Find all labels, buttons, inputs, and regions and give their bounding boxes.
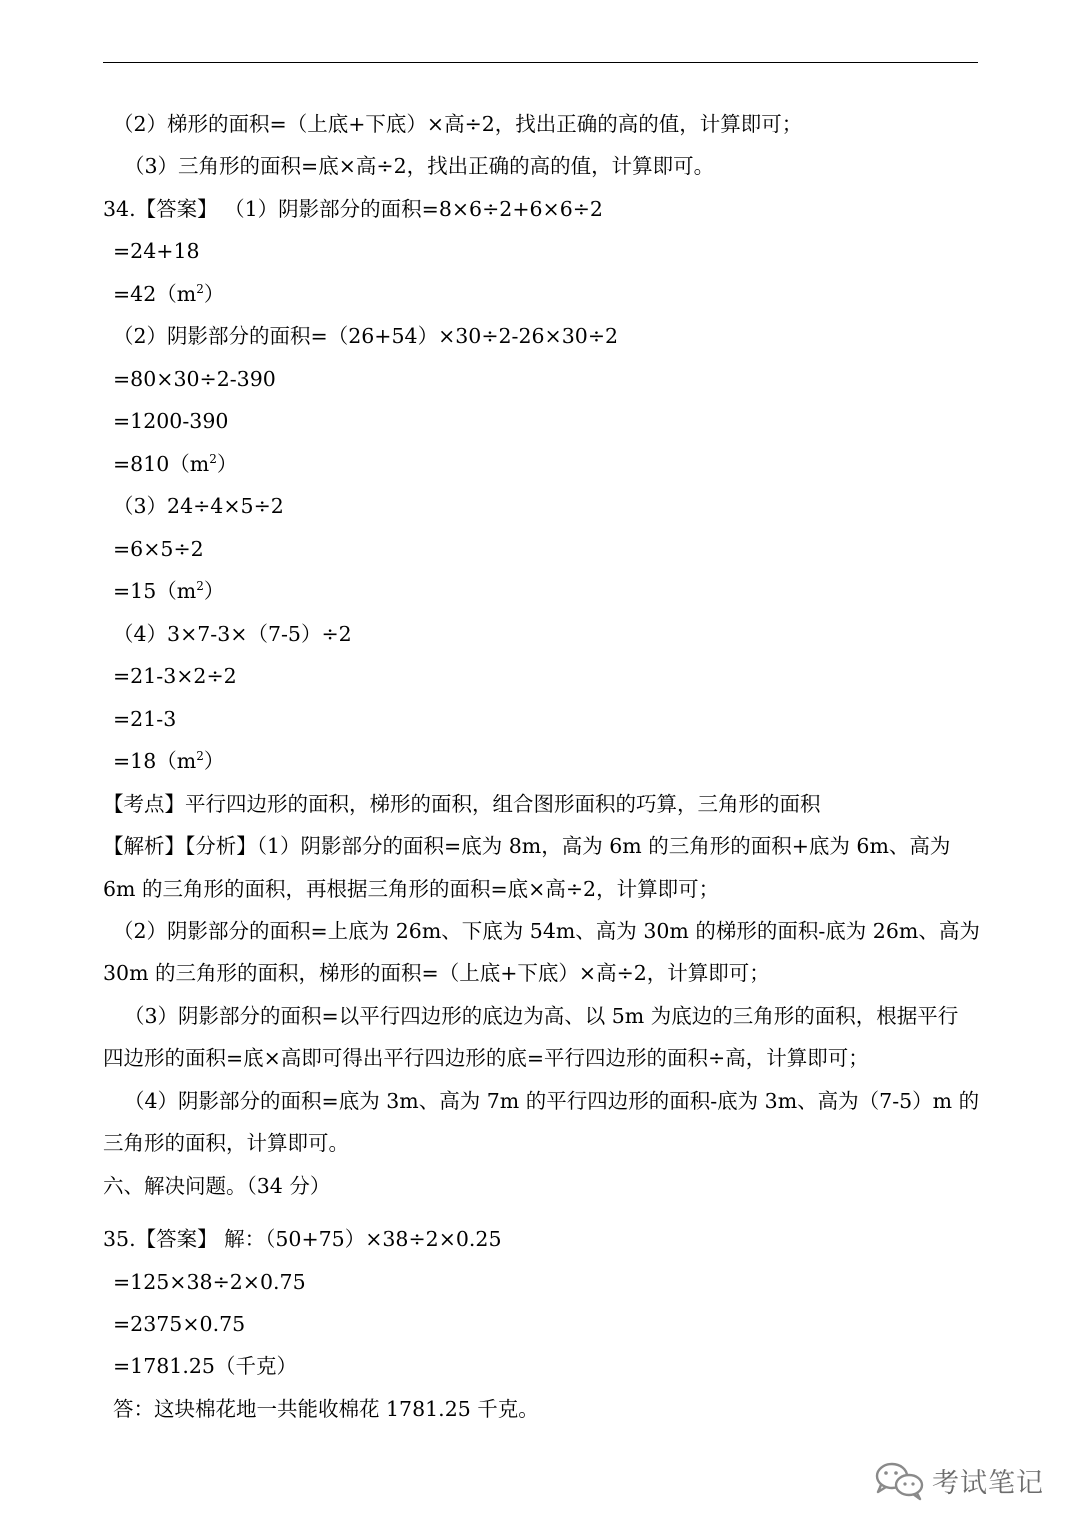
answer-35-heading: 35.【答案】 解：（50+75）×38÷2×0.25 — [103, 1227, 502, 1251]
analysis-line: （2）阴影部分的面积=上底为 26m、下底为 54m、高为 30m 的梯形的面积-底为 26m、高为 — [113, 919, 980, 943]
watermark-text: 考试笔记 — [932, 1467, 1044, 1499]
text-line: （3）24÷4×5÷2 — [113, 494, 284, 518]
section-heading: 六、解决问题。（34 分） — [103, 1174, 331, 1198]
result-line: $=810(m^2)$ — [113, 452, 238, 476]
wechat-icon — [872, 1459, 928, 1501]
text-line: =80×30÷2-390 — [113, 367, 276, 391]
analysis-line: 30m 的三角形的面积，梯形的面积=（上底+下底）×高÷2，计算即可； — [103, 961, 770, 985]
watermark — [872, 1458, 1048, 1502]
text-line: （3）三角形的面积=底×高÷2，找出正确的高的值，计算即可。 — [124, 154, 715, 178]
analysis-line: 6m 的三角形的面积，再根据三角形的面积=底×高÷2，计算即可； — [103, 877, 720, 901]
text-line: =1200-390 — [113, 409, 229, 433]
result-line: $=42(m^2)$ — [113, 282, 225, 306]
header-rule — [103, 62, 978, 63]
text-line: =1781.25（千克） — [113, 1354, 297, 1378]
text-line: （4）3×7-3×（7-5）÷2 — [113, 622, 352, 646]
result-line: $=15(m^2)$ — [113, 579, 225, 603]
answer-34-heading: 34.【答案】 （1）阴影部分的面积=8×6÷2+6×6÷2 — [103, 197, 603, 221]
knowledge-point: 【考点】平行四边形的面积，梯形的面积，组合图形面积的巧算，三角形的面积 — [103, 792, 821, 816]
analysis-line: 三角形的面积，计算即可。 — [103, 1131, 349, 1155]
text-line: =6×5÷2 — [113, 537, 204, 561]
text-line: =24+18 — [113, 239, 200, 263]
analysis-line: （3）阴影部分的面积=以平行四边形的底边为高、以 5m 为底边的三角形的面积，根据平行 — [124, 1004, 959, 1028]
result-line: $=18(m^2)$ — [113, 749, 225, 773]
text-line: =2375×0.75 — [113, 1312, 246, 1336]
text-line: （2）阴影部分的面积=（26+54）×30÷2-26×30÷2 — [113, 324, 619, 348]
text-line: =125×38÷2×0.75 — [113, 1270, 306, 1294]
analysis-line: 四边形的面积=底×高即可得出平行四边形的底=平行四边形的面积÷高，计算即可； — [103, 1046, 869, 1070]
text-line: =21-3×2÷2 — [113, 664, 237, 688]
final-answer: 答：这块棉花地一共能收棉花 1781.25 千克。 — [113, 1397, 539, 1421]
analysis-line: 【解析】【分析】（1）阴影部分的面积=底为 8m，高为 6m 的三角形的面积+底为 6m、高为 — [103, 834, 951, 858]
analysis-line: （4）阴影部分的面积=底为 3m、高为 7m 的平行四边形的面积-底为 3m、高为（7-5）m 的 — [124, 1089, 980, 1113]
text-line: =21-3 — [113, 707, 177, 731]
text-line: （2）梯形的面积=（上底+下底）×高÷2，找出正确的高的值，计算即可； — [113, 112, 803, 136]
